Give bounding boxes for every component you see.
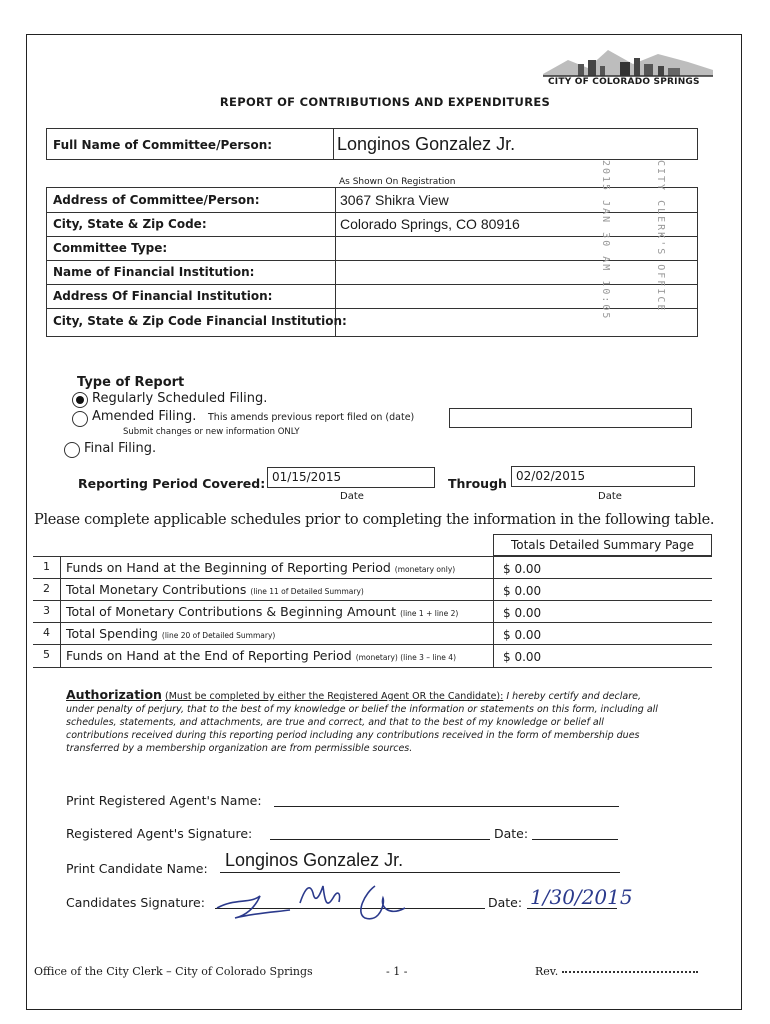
row-label: Total of Monetary Contributions & Beginning Amount (line 1 + line 2) (66, 604, 459, 619)
authorization-block (66, 688, 662, 755)
agent-date-field[interactable] (532, 839, 618, 840)
footer-revision: Rev. (535, 965, 559, 978)
summary-row-3 (33, 600, 712, 623)
authorization-body: I hereby certify and declare, under penalty of perjury, that to the best of my knowledge or belief the information or statements on this form, including all schedules, statements, and attachments, are true and correct, and that to the best of my knowledge or belief all contributions received during this reporting period including any contributions received in the form of membership dues transferred by a membership organization are from permissible sources. (66, 691, 658, 754)
city-field[interactable]: Colorado Springs, CO 80916 (340, 216, 520, 232)
agent-signature-label: Registered Agent's Signature: (66, 826, 253, 841)
row-label: Total Monetary Contributions (line 11 of Detailed Summary) (66, 582, 364, 597)
candidate-date-field[interactable]: 1/30/2015 (530, 885, 633, 909)
row-number: 3 (43, 604, 50, 617)
address-label: Address of Committee/Person: (53, 193, 260, 207)
city-label: City, State & Zip Code: (53, 217, 207, 231)
row-number: 4 (43, 626, 50, 639)
row-value[interactable]: $ 0.00 (503, 628, 542, 642)
registration-note: As Shown On Registration (339, 177, 456, 187)
candidate-name-field[interactable]: Longinos Gonzalez Jr. (225, 850, 404, 870)
candidate-date-label: Date: (488, 895, 523, 910)
name-row (46, 128, 698, 160)
amended-sub-note: Submit changes or new information ONLY (123, 427, 300, 437)
candidate-date-line (527, 908, 617, 909)
period-from-field[interactable]: 01/15/2015 (267, 467, 435, 488)
summary-row-1 (33, 556, 712, 579)
page-title: REPORT OF CONTRIBUTIONS AND EXPENDITURES (219, 95, 551, 109)
committee-name-field[interactable]: Longinos Gonzalez Jr. (337, 134, 516, 154)
final-filing-label: Final Filing. (84, 441, 157, 456)
bank-address-label: Address Of Financial Institution: (53, 289, 273, 303)
footer-page-number: - 1 - (386, 965, 408, 978)
amended-date-field[interactable] (449, 408, 692, 428)
period-label: Reporting Period Covered: (78, 476, 266, 491)
candidate-signature (215, 868, 445, 928)
row-number: 5 (43, 648, 50, 661)
summary-row-4 (33, 622, 712, 645)
logo-text: CITY OF COLORADO SPRINGS (548, 77, 700, 87)
summary-row-2 (33, 578, 712, 601)
amended-filing-radio[interactable] (72, 411, 88, 427)
received-stamp-date: 2015 JAN 30 AM 10:05 (600, 160, 611, 321)
report-type-heading: Type of Report (77, 375, 185, 390)
row-number: 1 (43, 560, 50, 573)
address-field[interactable]: 3067 Shikra View (340, 192, 449, 208)
regular-filing-label: Regularly Scheduled Filing. (92, 391, 268, 406)
through-label: Through (448, 476, 507, 491)
amended-note: This amends previous report filed on (date) (208, 412, 415, 423)
bank-city-label: City, State & Zip Code Financial Institution: (53, 314, 347, 328)
agent-name-field[interactable] (274, 806, 619, 807)
committee-type-label: Committee Type: (53, 241, 168, 255)
row-value[interactable]: $ 0.00 (503, 650, 542, 664)
name-label: Full Name of Committee/Person: (53, 138, 273, 152)
agent-signature-field[interactable] (270, 839, 490, 840)
row-value[interactable]: $ 0.00 (503, 562, 542, 576)
to-date-caption: Date (598, 491, 622, 502)
summary-row-5 (33, 644, 712, 668)
final-filing-radio[interactable] (64, 442, 80, 458)
row-value[interactable]: $ 0.00 (503, 584, 542, 598)
footer-revision-dots (562, 971, 698, 973)
authorization-heading: Authorization (66, 687, 162, 702)
candidate-name-label: Print Candidate Name: (66, 861, 208, 876)
row-label: Funds on Hand at the Beginning of Reporting Period (monetary only) (66, 560, 456, 575)
authorization-subheading: (Must be completed by either the Registered Agent OR the Candidate): (164, 691, 504, 702)
row-value[interactable]: $ 0.00 (503, 606, 542, 620)
summary-column-header: Totals Detailed Summary Page (493, 534, 712, 556)
row-label: Total Spending (line 20 of Detailed Summary) (66, 626, 276, 641)
row-label: Funds on Hand at the End of Reporting Period (monetary) (line 3 – line 4) (66, 648, 456, 663)
candidate-signature-label: Candidates Signature: (66, 895, 205, 910)
row-number: 2 (43, 582, 50, 595)
period-to-field[interactable]: 02/02/2015 (511, 466, 695, 487)
from-date-caption: Date (340, 491, 364, 502)
bank-name-label: Name of Financial Institution: (53, 265, 255, 279)
instruction-text: Please complete applicable schedules prior to completing the information in the following table. (34, 512, 715, 528)
footer-office: Office of the City Clerk – City of Colorado Springs (34, 965, 313, 978)
agent-name-label: Print Registered Agent's Name: (66, 793, 262, 808)
amended-filing-label: Amended Filing. (92, 409, 197, 424)
received-stamp-office: CITY CLERK'S OFFICE (655, 160, 666, 313)
agent-date-label: Date: (494, 826, 529, 841)
regular-filing-radio[interactable] (72, 392, 88, 408)
